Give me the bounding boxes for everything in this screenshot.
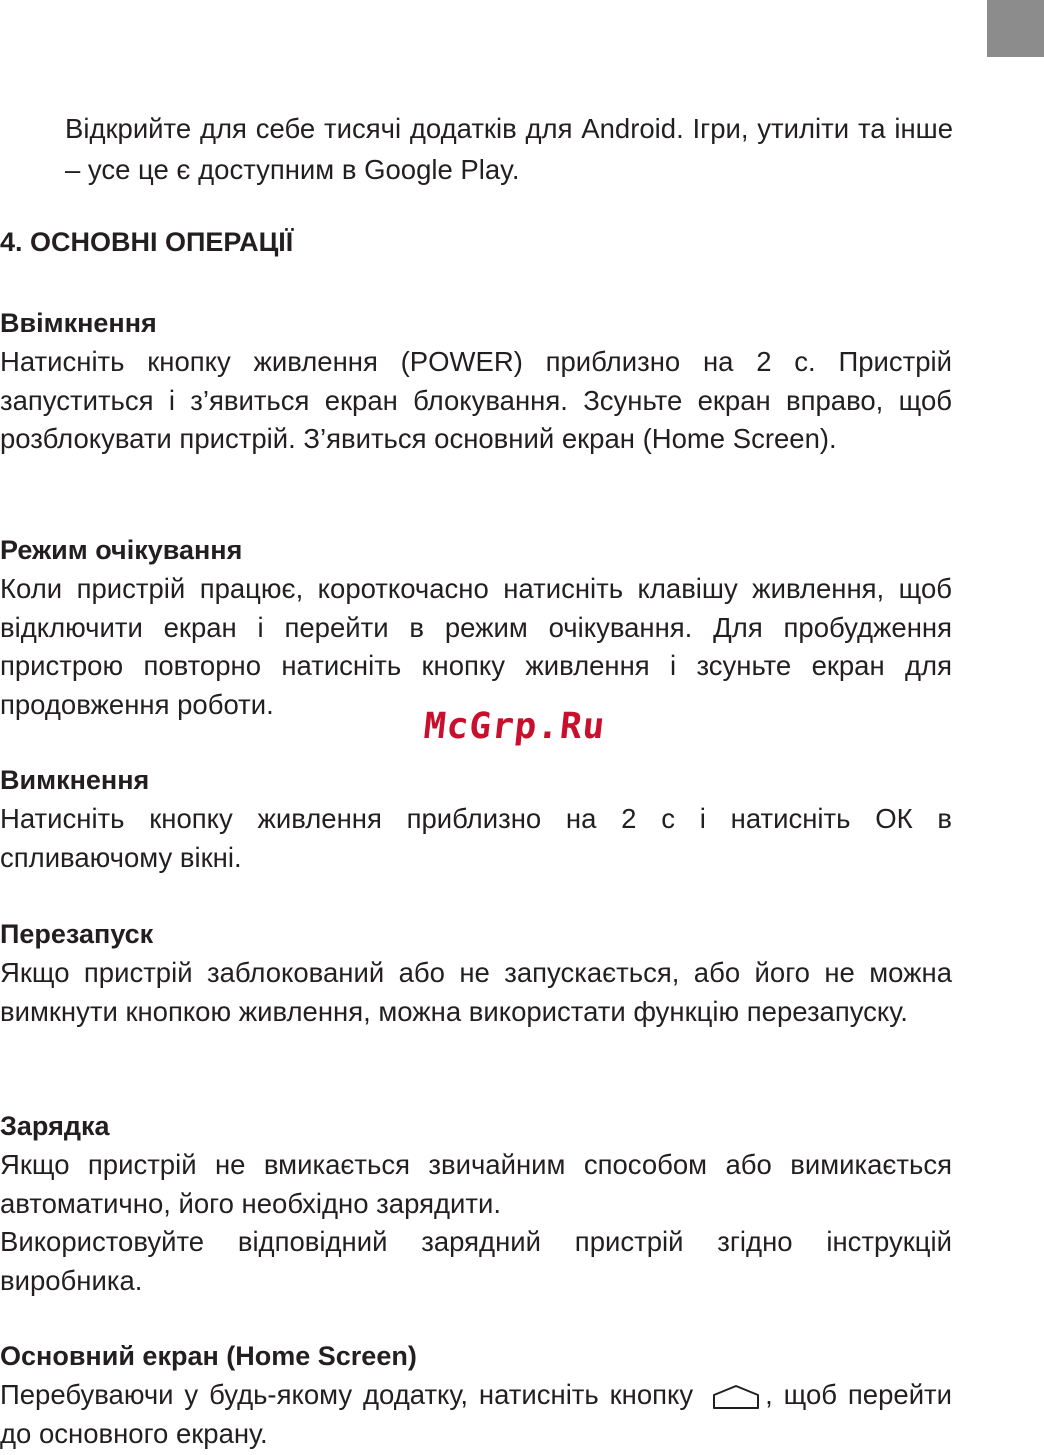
block-restart <box>0 914 952 1031</box>
heading-power-off: Вимкнення <box>0 765 150 795</box>
block-charging <box>0 1106 952 1300</box>
block-standby <box>0 530 952 724</box>
text-charging-1: Якщо пристрій не вмикається звичайним способом або вимикається автоматично, його необхідно зарядити. <box>0 1149 952 1219</box>
home-icon <box>711 1383 761 1411</box>
block-home-screen <box>0 1336 952 1453</box>
text-home-screen <box>0 1376 952 1453</box>
heading-power-on: Ввімкнення <box>0 308 157 338</box>
text-power-off: Натисніть кнопку живлення приблизно на 2 с і натисніть ОК в спливаючому вікні. <box>0 803 952 873</box>
text-home-screen-before: Перебуваючи у будь-якому додатку, натисніть кнопку <box>0 1379 694 1410</box>
corner-tab <box>987 0 1044 57</box>
heading-restart: Перезапуск <box>0 919 154 949</box>
block-power-off <box>0 760 952 877</box>
text-standby: Коли пристрій працює, короткочасно натисніть клавішу живлення, щоб відключити екран і перейти в режим очікування. Для пробудження пристрою повторно натисніть кнопку живлення і зсуньте екран для продовження роботи. <box>0 573 952 720</box>
section-title: 4. ОСНОВНІ ОПЕРАЦІЇ <box>0 227 294 257</box>
text-restart: Якщо пристрій заблокований або не запускається, або його не можна вимкнути кнопкою живлення, можна використати функцію перезапуску. <box>0 957 952 1027</box>
text-home-screen-after: , щоб перейти до основного екрану. <box>0 1379 953 1449</box>
heading-charging: Зарядка <box>0 1111 110 1141</box>
text-power-on: Натисніть кнопку живлення (POWER) приблизно на 2 с. Пристрій запуститься і з’явиться екран блокування. Зсуньте екран вправо, щоб розблокувати пристрій. З’явиться основний екран (Home Screen). <box>0 346 952 454</box>
heading-home-screen: Основний екран (Home Screen) <box>0 1341 417 1371</box>
heading-standby: Режим очікування <box>0 535 243 565</box>
watermark: McGrp.Ru <box>421 706 608 747</box>
text-charging-2: Використовуйте відповідний зарядний пристрій згідно інструкцій виробника. <box>0 1226 952 1296</box>
block-power-on <box>0 303 952 459</box>
intro-paragraph <box>65 108 953 190</box>
intro-text: Відкрийте для себе тисячі додатків для Android. Ігри, утиліти та інше – усе це є доступним в Google Play. <box>65 113 953 185</box>
